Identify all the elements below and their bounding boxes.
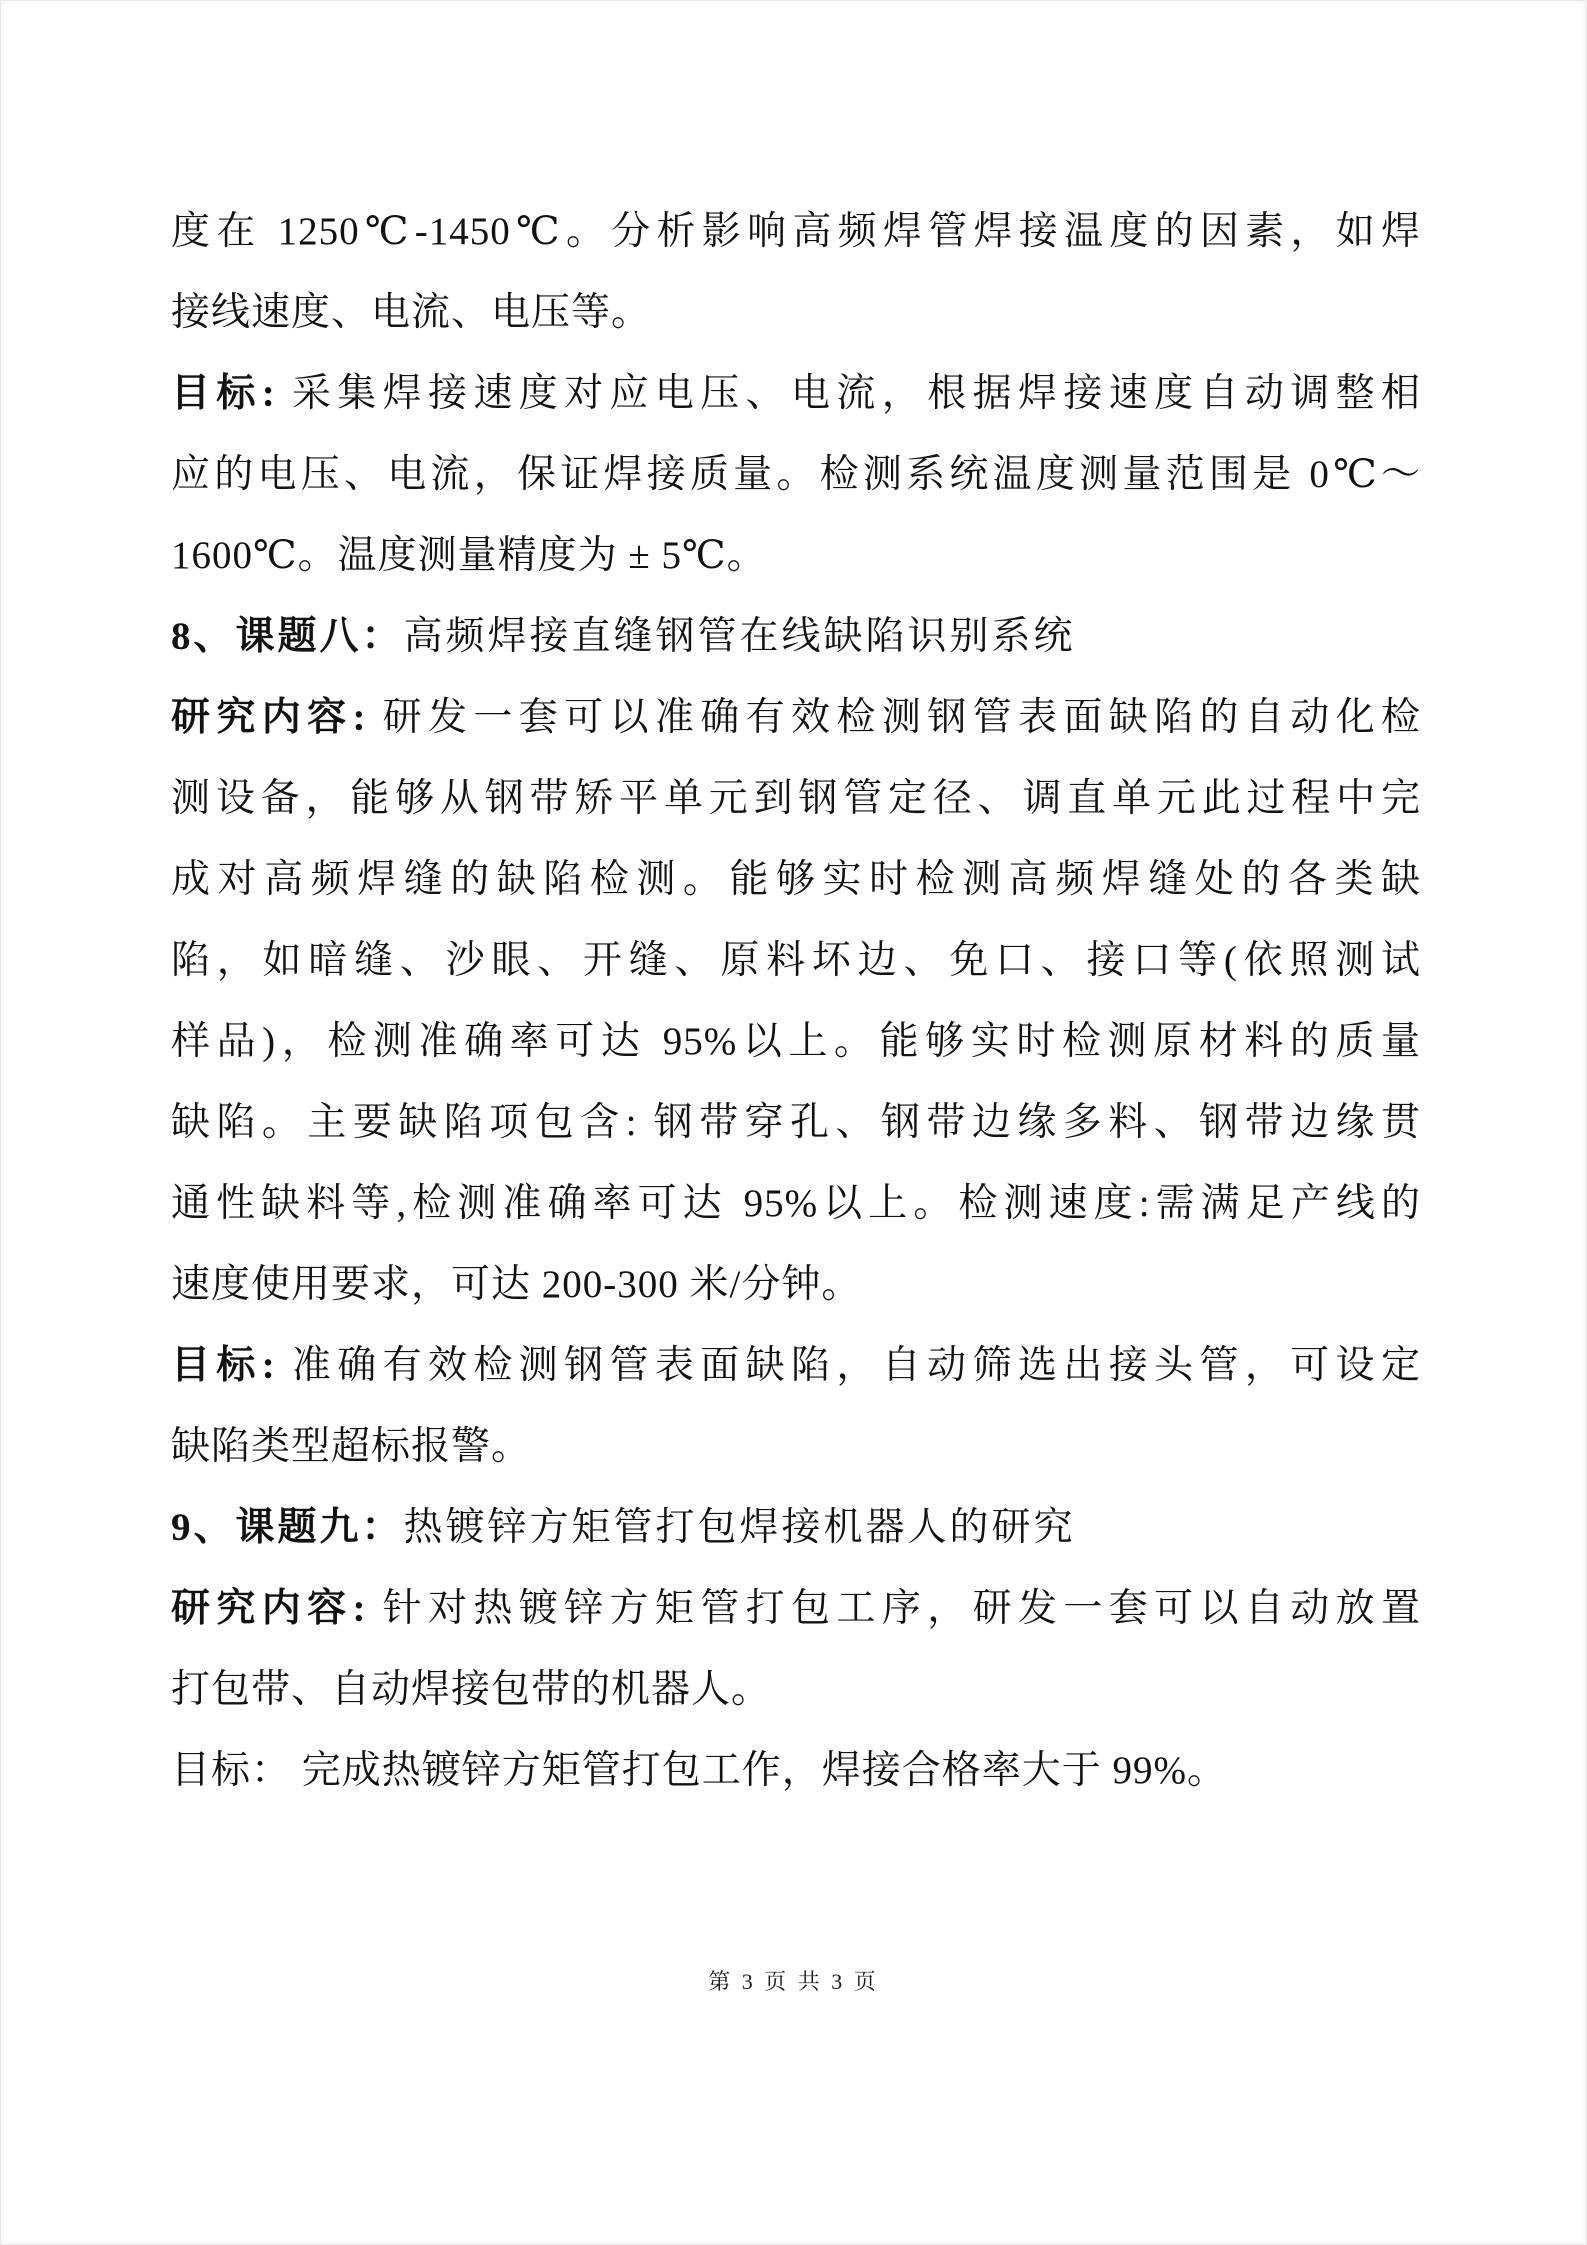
text-segment: 速度使用要求，可达 200-300 米/分钟。	[171, 1263, 862, 1306]
document-line	[171, 515, 1421, 596]
text-segment: 样品)，检测准确率可达 95%以上。能够实时检测原材料的质量	[171, 1020, 1421, 1063]
text-segment: 研发一套可以准确有效检测钢管表面缺陷的自动化检	[366, 696, 1421, 739]
text-segment: 准确有效检测钢管表面缺陷，自动筛选出接头管，可设定	[275, 1344, 1421, 1387]
page-footer	[1, 1967, 1586, 1997]
text-segment: 成对高频焊缝的缺陷检测。能够实时检测高频焊缝处的各类缺	[171, 858, 1421, 901]
page-number-text: 第 3 页 共 3 页	[708, 1969, 879, 1994]
text-segment: 应的电压、电流，保证焊接质量。检测系统温度测量范围是 0℃～	[171, 453, 1421, 496]
document-line	[171, 1244, 1421, 1325]
topic-heading	[171, 596, 1421, 677]
document-line	[171, 272, 1421, 353]
document-line	[171, 677, 1421, 758]
bold-label: 目标:	[171, 1344, 276, 1387]
bold-label: 目标:	[171, 372, 276, 415]
bold-label: 9、课题九：	[171, 1506, 404, 1549]
document-line	[171, 839, 1421, 920]
document-content	[171, 191, 1421, 1811]
text-segment: 度在 1250℃-1450℃。分析影响高频焊管焊接温度的因素，如焊	[171, 210, 1421, 253]
text-segment: 目标： 完成热镀锌方矩管打包工作，焊接合格率大于 99%。	[171, 1749, 1227, 1792]
document-line	[171, 1730, 1421, 1811]
text-segment: 1600℃。温度测量精度为 ± 5℃。	[171, 534, 767, 577]
bold-label: 研究内容:	[171, 1587, 367, 1630]
document-line	[171, 1568, 1421, 1649]
topic-heading	[171, 1487, 1421, 1568]
document-line	[171, 1325, 1421, 1406]
text-segment: 陷，如暗缝、沙眼、开缝、原料坏边、免口、接口等(依照测试	[171, 939, 1421, 982]
document-line	[171, 1649, 1421, 1730]
text-segment: 缺陷类型超标报警。	[171, 1425, 532, 1468]
bold-label: 8、课题八：	[171, 615, 404, 658]
text-segment: 高频焊接直缝钢管在线缺陷识别系统	[403, 615, 1076, 658]
document-line	[171, 191, 1421, 272]
document-line	[171, 758, 1421, 839]
text-segment: 缺陷。主要缺陷项包含: 钢带穿孔、钢带边缘多料、钢带边缘贯	[171, 1101, 1421, 1144]
text-segment: 测设备，能够从钢带矫平单元到钢管定径、调直单元此过程中完	[171, 777, 1421, 820]
text-segment: 针对热镀锌方矩管打包工序，研发一套可以自动放置	[366, 1587, 1421, 1630]
text-segment: 通性缺料等,检测准确率可达 95%以上。检测速度:需满足产线的	[171, 1182, 1421, 1225]
document-line	[171, 1406, 1421, 1487]
document-line	[171, 1082, 1421, 1163]
text-segment: 接线速度、电流、电压等。	[171, 291, 652, 334]
document-line	[171, 1001, 1421, 1082]
text-segment: 采集焊接速度对应电压、电流，根据焊接速度自动调整相	[275, 372, 1421, 415]
document-line	[171, 920, 1421, 1001]
document-line	[171, 1163, 1421, 1244]
text-segment: 热镀锌方矩管打包焊接机器人的研究	[403, 1506, 1076, 1549]
text-segment: 打包带、自动焊接包带的机器人。	[171, 1668, 772, 1711]
document-line	[171, 434, 1421, 515]
document-line	[171, 353, 1421, 434]
bold-label: 研究内容:	[171, 696, 367, 739]
